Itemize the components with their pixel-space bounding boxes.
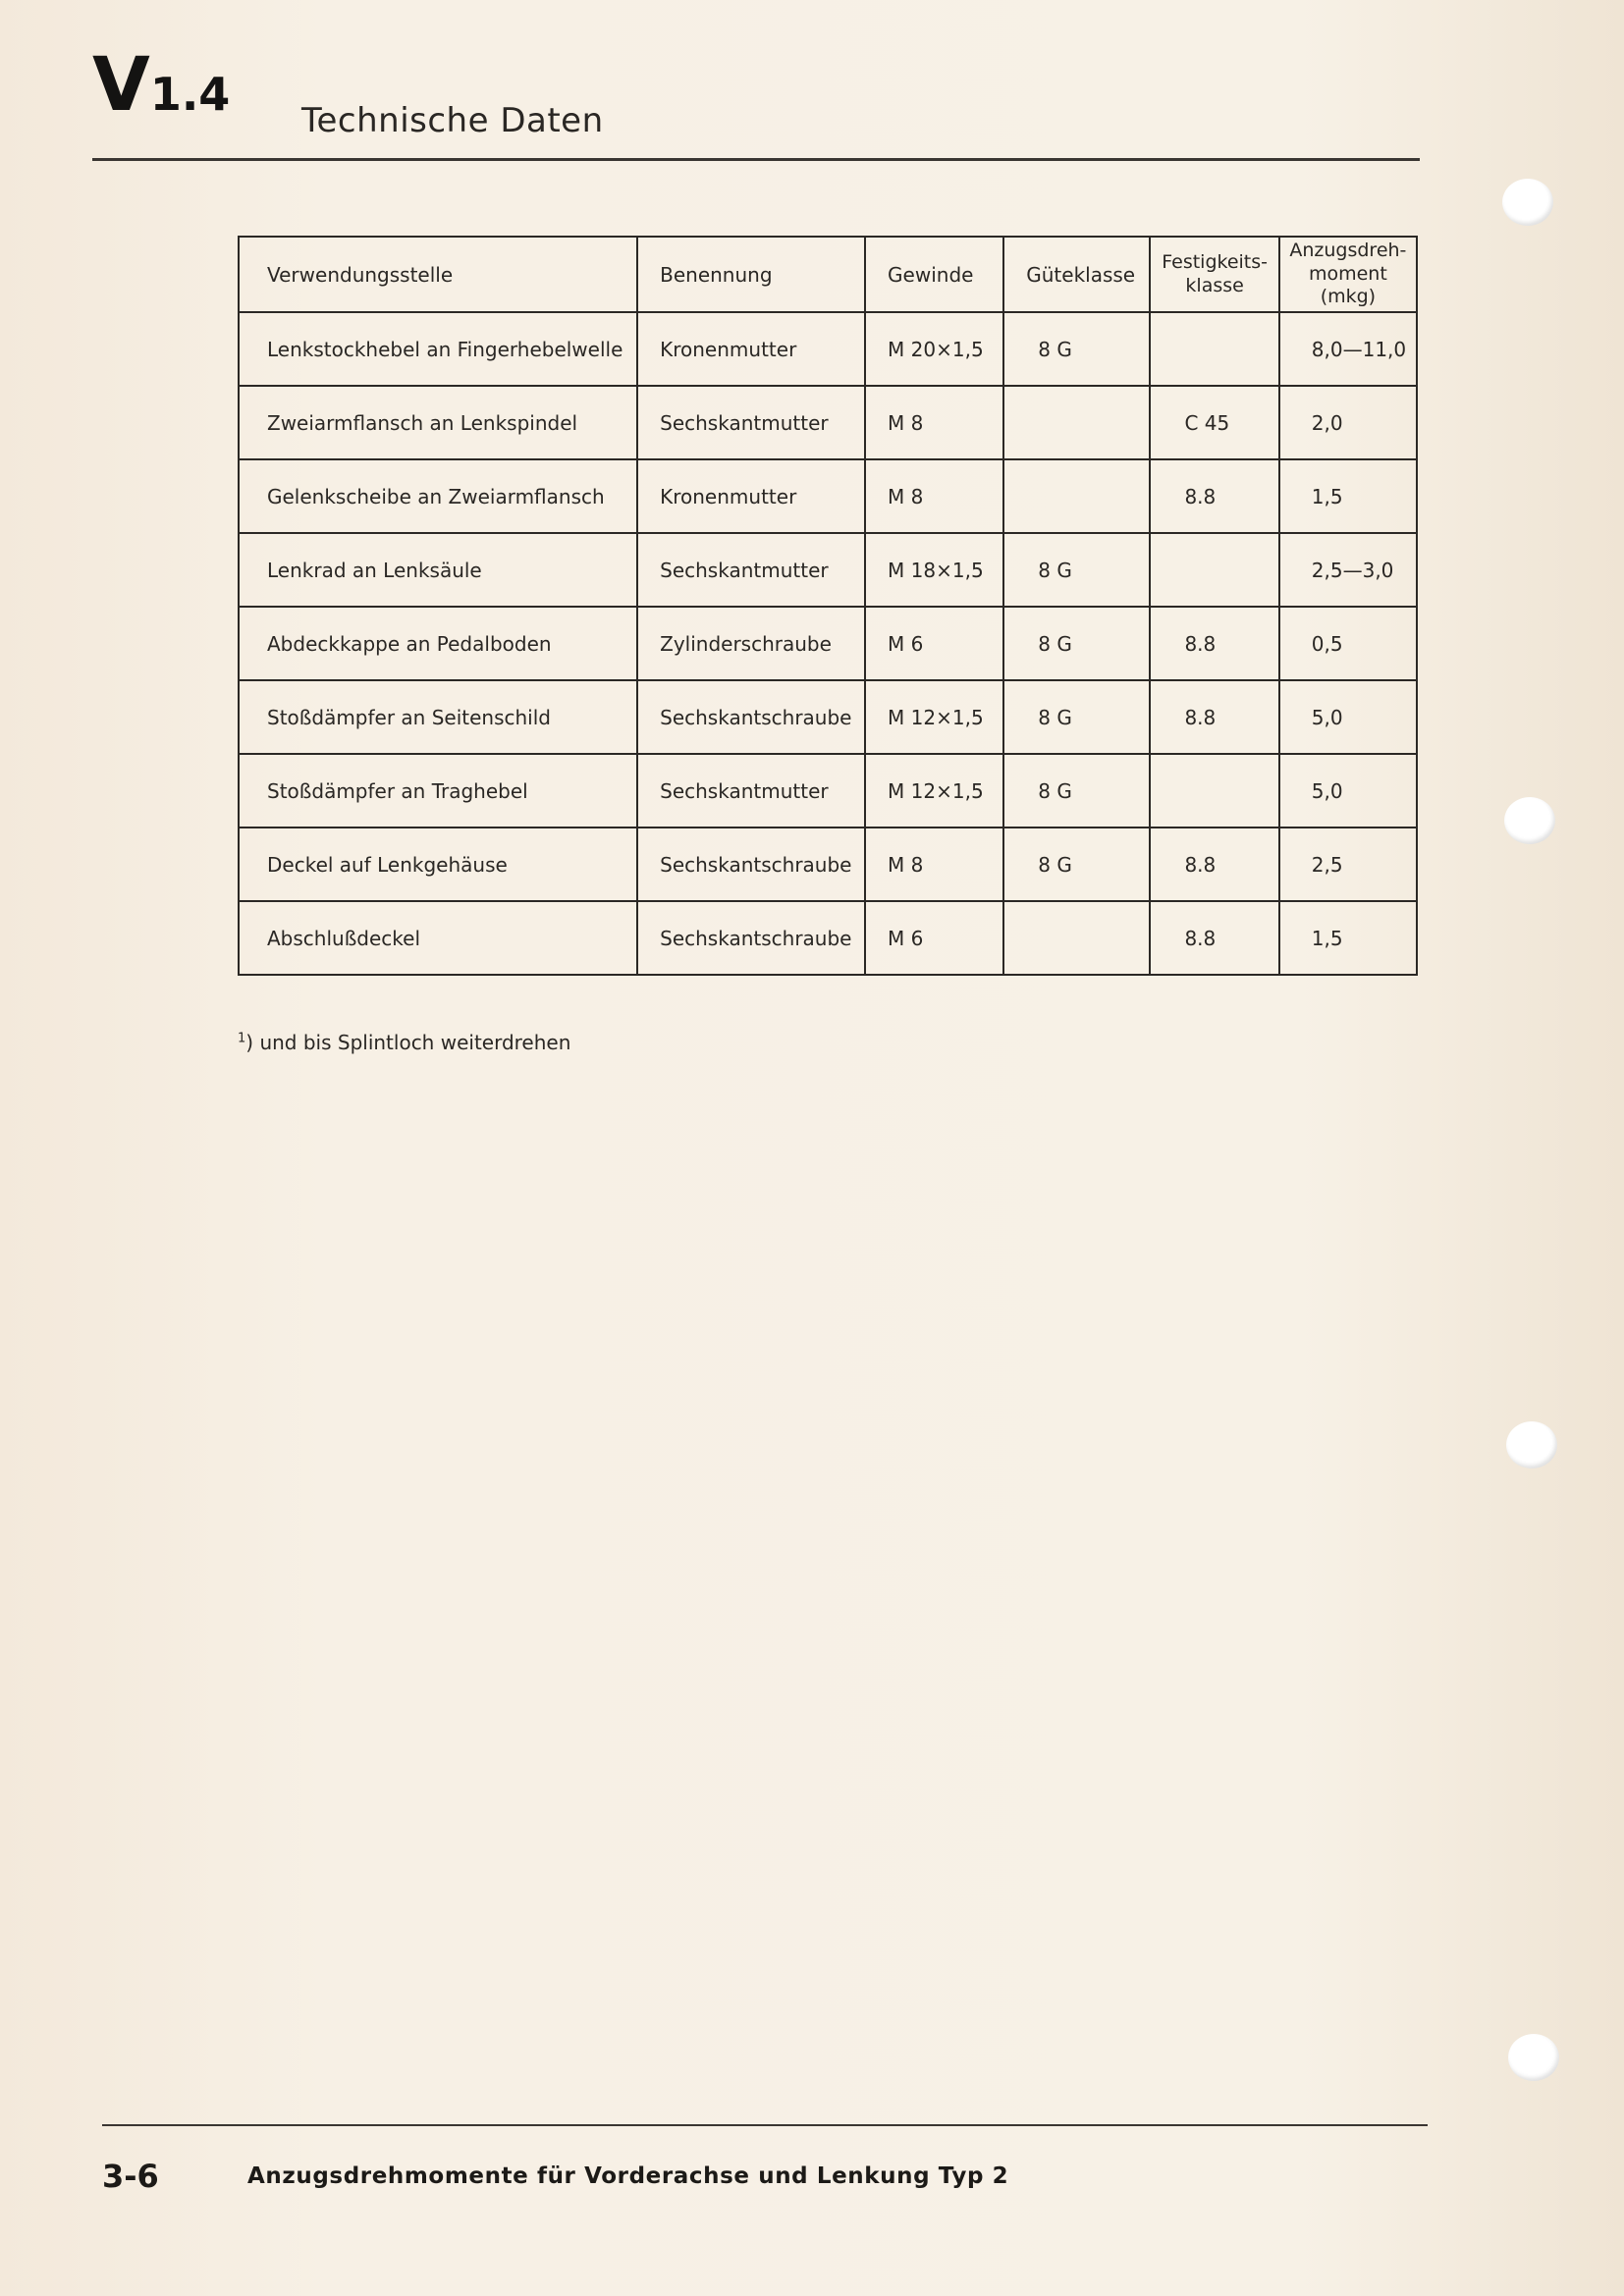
table-row (239, 680, 1417, 754)
table-row (239, 386, 1417, 459)
punch-hole (1506, 1421, 1557, 1468)
thread-cell: M 12×1,5 (865, 754, 1003, 828)
torque-cell: 2,5 (1279, 828, 1417, 901)
thread-cell: M 18×1,5 (865, 533, 1003, 607)
page-number: 3-6 (102, 2158, 159, 2195)
usage-cell: Stoßdämpfer an Seitenschild (239, 680, 637, 754)
designation-cell: Sechskantschraube (637, 901, 865, 975)
table-row (239, 828, 1417, 901)
strength-class-cell: 8.8 (1150, 680, 1278, 754)
quality-class-cell (1003, 386, 1150, 459)
designation-cell: Sechskantschraube (637, 828, 865, 901)
column-header-designation: Benennung (637, 237, 865, 312)
usage-cell: Stoßdämpfer an Traghebel (239, 754, 637, 828)
section-mark (92, 40, 231, 128)
punch-hole (1508, 2034, 1559, 2081)
header-divider (92, 158, 1420, 161)
quality-class-cell: 8 G (1003, 312, 1150, 386)
torque-cell: 1,5 (1279, 901, 1417, 975)
table-row (239, 901, 1417, 975)
thread-cell: M 12×1,5 (865, 680, 1003, 754)
footnote (238, 1031, 570, 1054)
strength-class-cell (1150, 754, 1278, 828)
torque-cell: 1,5 (1279, 459, 1417, 533)
usage-cell: Abdeckkappe an Pedalboden (239, 607, 637, 680)
thread-cell: M 8 (865, 828, 1003, 901)
thread-cell: M 6 (865, 901, 1003, 975)
column-header-torque: Anzugsdreh- moment (mkg) (1279, 237, 1417, 312)
punch-hole (1502, 179, 1553, 226)
designation-cell: Sechskantschraube (637, 680, 865, 754)
table-header-row (239, 237, 1417, 312)
torque-cell: 5,0 (1279, 754, 1417, 828)
thread-cell: M 8 (865, 459, 1003, 533)
footer-divider (102, 2124, 1428, 2126)
quality-class-cell: 8 G (1003, 680, 1150, 754)
usage-cell: Gelenkscheibe an Zweiarmflansch (239, 459, 637, 533)
page-title: Technische Daten (301, 101, 604, 140)
quality-class-cell: 8 G (1003, 607, 1150, 680)
quality-class-cell: 8 G (1003, 754, 1150, 828)
table-row (239, 533, 1417, 607)
quality-class-cell (1003, 901, 1150, 975)
strength-class-cell: C 45 (1150, 386, 1278, 459)
table-row (239, 607, 1417, 680)
usage-cell: Deckel auf Lenkgehäuse (239, 828, 637, 901)
column-header-strength-class: Festigkeits- klasse (1150, 237, 1278, 312)
torque-cell: 8,0—11,0 (1279, 312, 1417, 386)
section-letter: V (92, 40, 148, 128)
torque-cell: 2,5—3,0 (1279, 533, 1417, 607)
designation-cell: Sechskantmutter (637, 386, 865, 459)
column-header-quality-class: Güteklasse (1003, 237, 1150, 312)
section-number: 1.4 (149, 68, 231, 121)
thread-cell: M 8 (865, 386, 1003, 459)
strength-class-cell: 8.8 (1150, 828, 1278, 901)
table-row (239, 459, 1417, 533)
strength-class-cell: 8.8 (1150, 459, 1278, 533)
quality-class-cell: 8 G (1003, 828, 1150, 901)
torque-cell: 2,0 (1279, 386, 1417, 459)
designation-cell: Sechskantmutter (637, 533, 865, 607)
strength-class-cell: 8.8 (1150, 901, 1278, 975)
punch-hole (1504, 797, 1555, 844)
column-header-usage: Verwendungsstelle (239, 237, 637, 312)
footnote-text: ) und bis Splintloch weiterdrehen (245, 1031, 571, 1054)
thread-cell: M 6 (865, 607, 1003, 680)
designation-cell: Kronenmutter (637, 459, 865, 533)
footnote-marker: 1 (238, 1031, 246, 1046)
usage-cell: Lenkrad an Lenksäule (239, 533, 637, 607)
strength-class-cell (1150, 312, 1278, 386)
table-row (239, 754, 1417, 828)
usage-cell: Lenkstockhebel an Fingerhebelwelle (239, 312, 637, 386)
designation-cell: Zylinderschraube (637, 607, 865, 680)
usage-cell: Abschlußdeckel (239, 901, 637, 975)
designation-cell: Sechskantmutter (637, 754, 865, 828)
strength-class-cell (1150, 533, 1278, 607)
quality-class-cell: 8 G (1003, 533, 1150, 607)
strength-class-cell: 8.8 (1150, 607, 1278, 680)
torque-cell: 5,0 (1279, 680, 1417, 754)
torque-spec-table (238, 236, 1418, 976)
usage-cell: Zweiarmflansch an Lenkspindel (239, 386, 637, 459)
torque-cell: 0,5 (1279, 607, 1417, 680)
designation-cell: Kronenmutter (637, 312, 865, 386)
quality-class-cell (1003, 459, 1150, 533)
table-row (239, 312, 1417, 386)
column-header-thread: Gewinde (865, 237, 1003, 312)
footer-title: Anzugsdrehmomente für Vorderachse und Lenkung Typ 2 (247, 2163, 1009, 2189)
thread-cell: M 20×1,5 (865, 312, 1003, 386)
